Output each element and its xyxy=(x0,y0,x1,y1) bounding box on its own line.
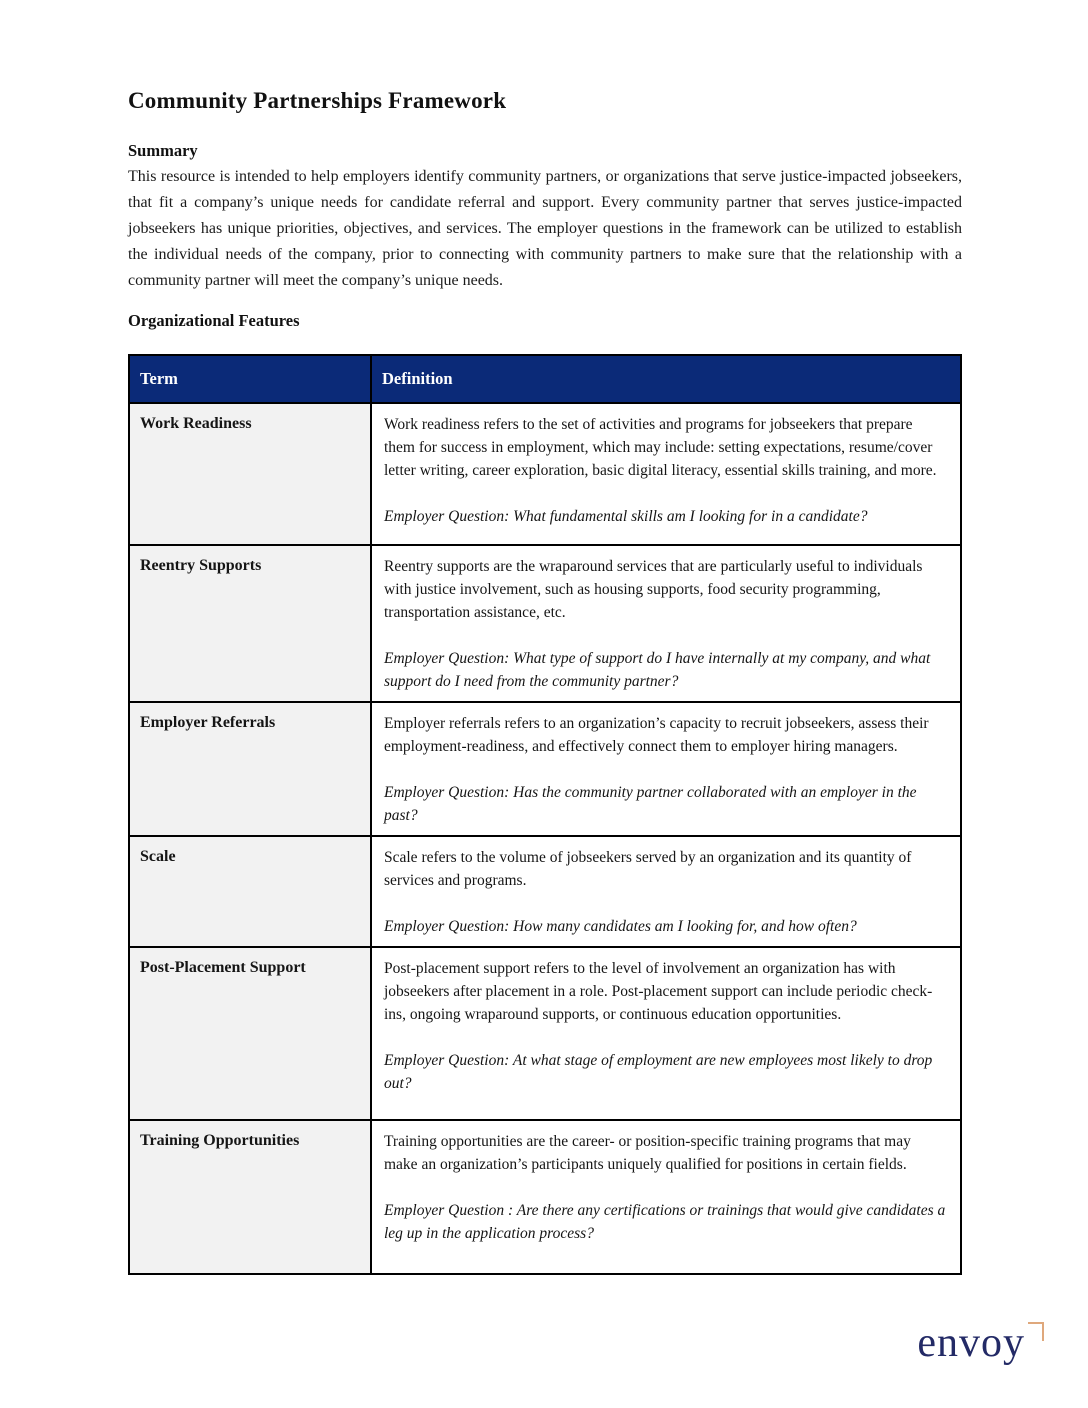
definition-cell xyxy=(371,545,961,702)
term-cell: Scale xyxy=(129,836,371,947)
employer-question: Employer Question: How many candidates am I looking for, and how often? xyxy=(384,918,857,935)
page-title: Community Partnerships Framework xyxy=(128,88,507,113)
definition-text: Training opportunities are the career- or position-specific training programs that may make an organization’s participants uniquely qualified for positions in certain fields. xyxy=(384,1133,911,1173)
envoy-logo xyxy=(917,1322,1044,1364)
table-header-row xyxy=(129,355,961,403)
table-row xyxy=(129,947,961,1120)
table-row xyxy=(129,545,961,702)
document-page xyxy=(128,88,962,1275)
table-header-term: Term xyxy=(129,355,371,403)
corner-bracket-icon xyxy=(1028,1322,1044,1341)
definition-text: Work readiness refers to the set of activities and programs for jobseekers that prepare them for success in employment, which may include: setting expectations, resume/cover letter writing, career exploration, basic digital literacy, essential skills training, and more. xyxy=(384,416,937,479)
section-heading: Organizational Features xyxy=(128,311,300,330)
definition-cell xyxy=(371,702,961,836)
term-cell: Training Opportunities xyxy=(129,1120,371,1274)
term-cell: Employer Referrals xyxy=(129,702,371,836)
table-header-definition: Definition xyxy=(371,355,961,403)
employer-question: Employer Question: What fundamental skills am I looking for in a candidate? xyxy=(384,508,868,525)
employer-question: Employer Question: What type of support do I have internally at my company, and what support do I need from the community partner? xyxy=(384,650,931,690)
table-row xyxy=(129,403,961,545)
definition-text: Employer referrals refers to an organization’s capacity to recruit jobseekers, assess their employment-readiness, and effectively connect them to employer hiring managers. xyxy=(384,715,929,755)
employer-question: Employer Question : Are there any certifications or trainings that would give candidates a leg up in the application process? xyxy=(384,1202,946,1242)
definition-text: Post-placement support refers to the level of involvement an organization has with jobseekers after placement in a role. Post-placement support can include periodic check-ins, ongoing wraparound supports, or continuous education opportunities. xyxy=(384,960,933,1023)
organizational-features-table xyxy=(128,354,962,1275)
summary-paragraph: This resource is intended to help employers identify community partners, or organizations that serve justice-impacted jobseekers, that fit a company’s unique needs for candidate referral and support. Every community partner that serves justice-impacted jobseekers has unique priorities, objectives, and services. The employer questions in the framework can be utilized to establish the individual needs of the company, prior to connecting with community partners to make sure that the relationship with a community partner will meet the company’s unique needs. xyxy=(128,168,962,289)
envoy-logo-text: envoy xyxy=(917,1320,1025,1366)
definition-text: Reentry supports are the wraparound services that are particularly useful to individuals with justice involvement, such as housing supports, food security programming, transportation assistance, etc. xyxy=(384,558,923,621)
table-row xyxy=(129,1120,961,1274)
definition-cell xyxy=(371,1120,961,1274)
summary-heading: Summary xyxy=(128,141,198,160)
employer-question: Employer Question: Has the community partner collaborated with an employer in the past? xyxy=(384,784,917,824)
definition-text: Scale refers to the volume of jobseekers served by an organization and its quantity of services and programs. xyxy=(384,849,912,889)
table-row xyxy=(129,702,961,836)
term-cell: Post-Placement Support xyxy=(129,947,371,1120)
table-row xyxy=(129,836,961,947)
term-cell: Work Readiness xyxy=(129,403,371,545)
definition-cell xyxy=(371,947,961,1120)
definition-cell xyxy=(371,836,961,947)
definition-cell xyxy=(371,403,961,545)
employer-question: Employer Question: At what stage of employment are new employees most likely to drop out? xyxy=(384,1052,933,1092)
term-cell: Reentry Supports xyxy=(129,545,371,702)
